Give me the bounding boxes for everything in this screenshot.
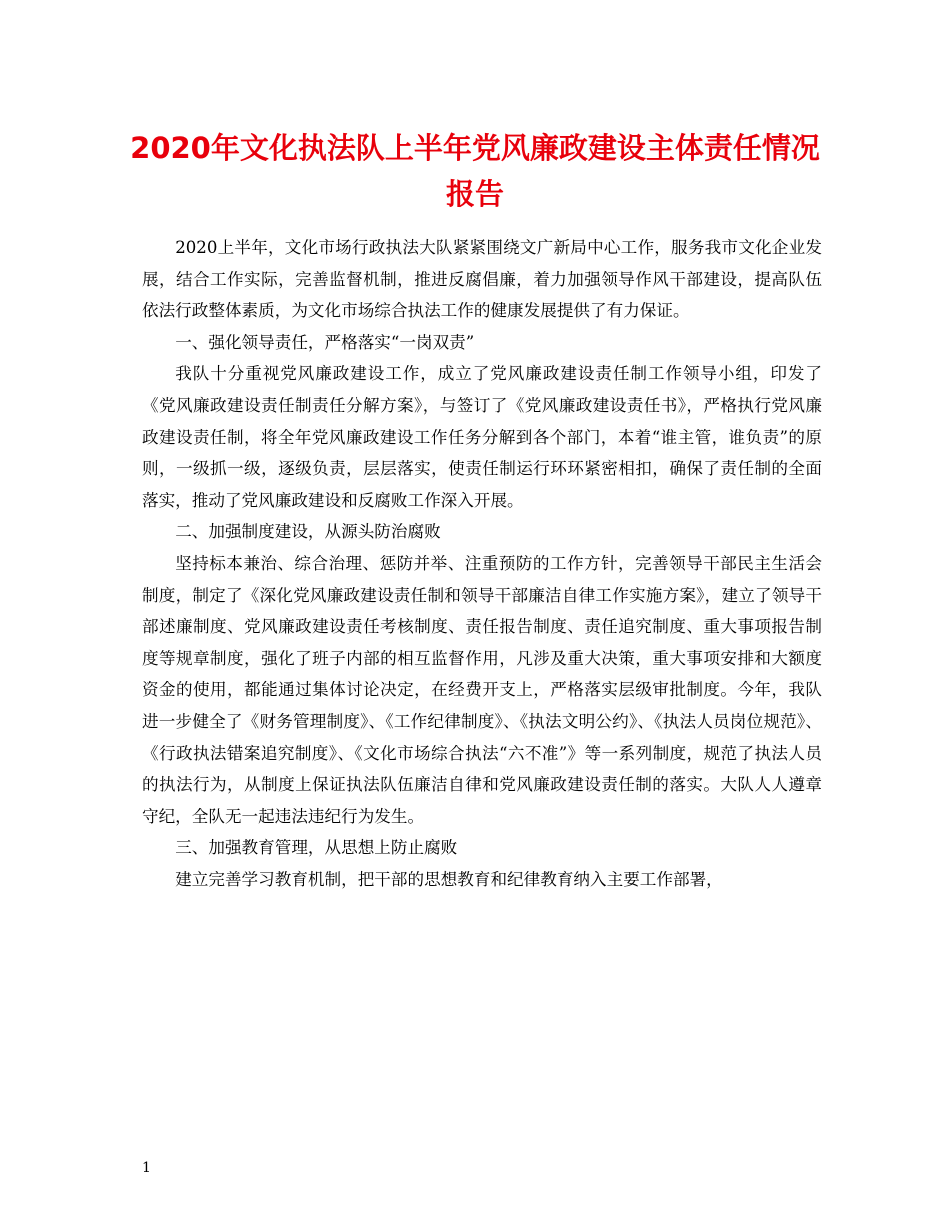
document-body <box>142 232 822 895</box>
section-heading-2: 二、加强制度建设，从源头防治腐败 <box>175 522 441 542</box>
section-heading-1: 一、强化领导责任，严格落实“一岗双责” <box>175 332 475 352</box>
paragraph-section-3: 建立完善学习教育机制，把干部的思想教育和纪律教育纳入主要工作部署， <box>175 869 723 889</box>
section-heading-3: 三、加强教育管理，从思想上防止腐败 <box>175 838 458 858</box>
document-title-line1: 2020年文化执法队上半年党风廉政建设主体责任情况 <box>130 131 820 165</box>
document-title-line2: 报告 <box>445 177 504 211</box>
paragraph-section-2: 坚持标本兼治、综合治理、惩防并举、注重预防的工作方针，完善领导干部民主生活会制度，制定了《深化党风廉政建设责任制和领导干部廉洁自律工作实施方案》，建立了领导干部述廉制度、党风廉政建设责任考核制度、责任报告制度、责任追究制度、重大事项报告制度等规章制度，强化了班子内部的相互监督作用，凡涉及重大决策，重大事项安排和大额度资金的使用，都能通过集体讨论决定，在经费开支上，严格落实层级审批制度。今年，我队进一步健全了《财务管理制度》、《工作纪律制度》、《执法文明公约》、《执法人员岗位规范》、《行政执法错案追究制度》、《文化市场综合执法“六不准”》等一系列制度，规范了执法人员的执法行为，从制度上保证执法队伍廉洁自律和党风廉政建设责任制的落实。大队人人遵章守纪，全队无一起违法违纪行为发生。 <box>142 553 822 826</box>
paragraph-section-1: 我队十分重视党风廉政建设工作，成立了党风廉政建设责任制工作领导小组，印发了《党风廉政建设责任制责任分解方案》，与签订了《党风廉政建设责任书》，严格执行党风廉政建设责任制，将全年党风廉政建设工作任务分解到各个部门，本着“谁主管，谁负责”的原则，一级抓一级，逐级负责，层层落实，使责任制运行环环紧密相扣，确保了责任制的全面落实，推动了党风廉政建设和反腐败工作深入开展。 <box>142 364 822 510</box>
paragraph-intro: 2020上半年，文化市场行政执法大队紧紧围绕文广新局中心工作，服务我市文化企业发展，结合工作实际，完善监督机制，推进反腐倡廉，着力加强领导作风干部建设，提高队伍依法行政整体素质，为文化市场综合执法工作的健康发展提供了有力保证。 <box>142 238 822 321</box>
page-number: 1 <box>142 1160 151 1176</box>
